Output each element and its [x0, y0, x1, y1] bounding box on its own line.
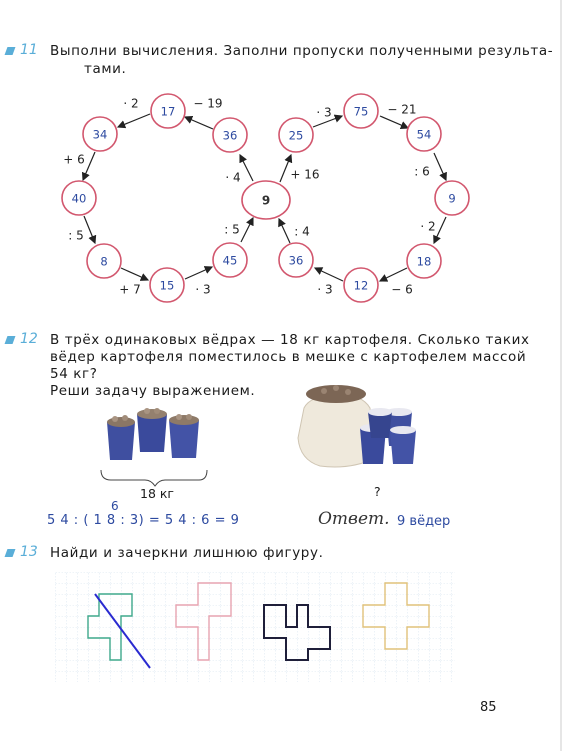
operation-label: : 5: [224, 222, 240, 237]
operation-label: · 3: [195, 282, 211, 297]
sack-question-label: ?: [374, 484, 381, 499]
arrow: [380, 116, 408, 128]
page-number: 85: [480, 700, 497, 715]
node-value: 36: [222, 128, 238, 143]
number-node: [279, 243, 313, 277]
operation-label: − 19: [193, 96, 223, 111]
task-number: 12: [20, 331, 38, 347]
number-node: [213, 118, 247, 152]
solution-superscript: 6: [111, 499, 119, 513]
arrow: [241, 218, 253, 242]
arrow: [315, 268, 343, 281]
node-value: 25: [288, 128, 304, 143]
arrow: [434, 153, 446, 180]
arrow: [240, 155, 253, 181]
sack-with-buckets-image: [290, 378, 440, 478]
operation-label: + 16: [290, 167, 320, 182]
node-value: 54: [416, 127, 432, 142]
answer-value: 9 вёдер: [397, 514, 451, 529]
task-marker-icon: [5, 336, 16, 344]
arrow: [280, 155, 291, 182]
task-number: 11: [20, 42, 38, 58]
number-node: [344, 268, 378, 302]
number-node: [407, 244, 441, 278]
number-node: [87, 244, 121, 278]
operation-label: − 6: [391, 282, 413, 297]
operation-label: · 3: [317, 282, 333, 297]
task-instruction: Реши задачу выражением.: [50, 383, 256, 399]
node-value: 40: [71, 191, 87, 206]
task-number: 13: [20, 544, 38, 560]
center-node: [242, 181, 290, 219]
node-value: 17: [160, 104, 176, 119]
node-value: 9: [448, 191, 456, 206]
node-value: 34: [92, 127, 108, 142]
node-value: 36: [288, 253, 304, 268]
three-buckets-image: [95, 400, 225, 500]
center-value: 9: [261, 193, 271, 208]
task-text-line3: 54 кг?: [50, 366, 98, 382]
number-node: [407, 117, 441, 151]
node-value: 45: [222, 253, 238, 268]
task-marker-icon: [5, 549, 16, 557]
operation-label: − 21: [387, 102, 417, 117]
number-node: [62, 181, 96, 215]
node-value: 8: [100, 254, 108, 269]
arrow: [380, 268, 407, 281]
operation-label: · 2: [420, 219, 436, 234]
buckets-weight-label: 18 кг: [140, 486, 174, 501]
arrow: [279, 219, 290, 243]
arrow: [84, 216, 95, 243]
task-text-line2: вёдер картофеля поместилось в мешке с картофелем массой: [50, 349, 527, 365]
arrow: [185, 117, 213, 129]
operation-label: + 6: [63, 152, 85, 167]
arrow: [434, 217, 446, 243]
operation-label: : 4: [294, 224, 310, 239]
arrow: [121, 268, 148, 280]
task-text: Найди и зачеркни лишнюю фигуру.: [50, 545, 324, 561]
answer-label: Ответ.: [318, 509, 390, 529]
arrow: [83, 152, 95, 180]
number-node: [83, 117, 117, 151]
figures-grid: [55, 572, 455, 682]
number-node: [435, 181, 469, 215]
arrow: [185, 267, 212, 279]
number-node: [150, 268, 184, 302]
number-node: [213, 243, 247, 277]
node-value: 15: [159, 278, 175, 293]
node-value: 18: [416, 254, 432, 269]
task-text-line1: В трёх одинаковых вёдрах — 18 кг картофеля. Сколько таких: [50, 332, 530, 348]
operation-label: : 6: [414, 164, 430, 179]
operation-label: · 3: [316, 105, 332, 120]
operation-label: · 4: [225, 170, 241, 185]
grid-background: [55, 572, 455, 682]
task-text-line1: Выполни вычисления. Заполни пропуски полученными результа-: [50, 43, 554, 59]
number-node: [279, 118, 313, 152]
operation-label: · 2: [123, 96, 139, 111]
node-value: 12: [353, 278, 369, 293]
solution-expression: 5 4 : ( 1 8 : 3) = 5 4 : 6 = 9: [47, 513, 240, 528]
operation-label: : 5: [68, 228, 84, 243]
node-value: 75: [353, 104, 369, 119]
task-text-line2: тами.: [84, 61, 127, 77]
number-node: [151, 94, 185, 128]
number-node: [344, 94, 378, 128]
operation-label: + 7: [119, 282, 141, 297]
arrow: [118, 114, 150, 127]
calculation-loops-diagram: [0, 0, 568, 310]
